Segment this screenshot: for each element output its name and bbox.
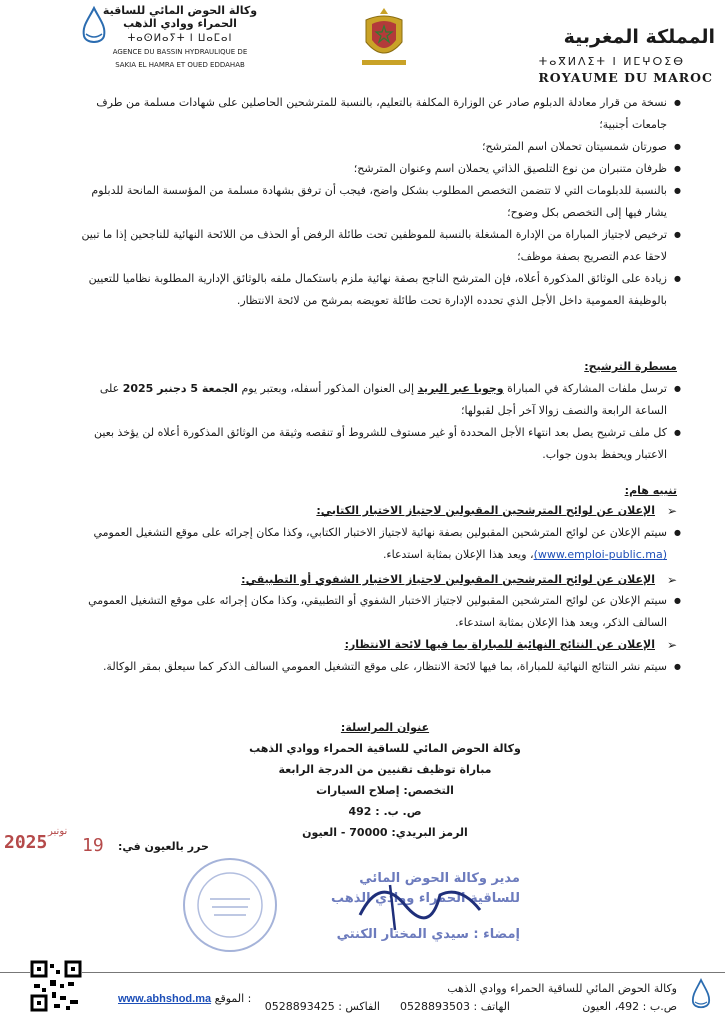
procedure-title: مسطرة الترشيح: [584,360,677,373]
notice-heading-results: ➢ الإعلان عن النتائج النهائية للمباراة بما فيها لائحة الانتظار: [55,634,655,656]
agency-name-tifinagh: ⵜⴰⵙⵍⴰⵢⵜ ⵏ ⵡⴰⵎⴰⵏ [127,33,233,44]
agency-name-french-1: AGENCE DU BASSIN HYDRAULIQUE DE [112,48,248,56]
footer-website [118,992,251,1005]
notice-text-results: ● سيتم نشر النتائج النهائية للمباراة، بما فيها لائحة الانتظار، على موقع التشغيل العمومي السالف الذكر كما سيعلق بمقر الوكالة. [67,656,667,678]
signature-title-2: للساقية الحمراء ووادي الذهب [330,891,520,906]
footer-divider [0,972,725,973]
notice-written-a: سيتم الإعلان عن لوائح المترشحين المقبولين بصفة نهائية لاجتياز الاختبار الكتابي، وكذا مكان إجرائه على موقع التشغيل العمومي [93,526,667,539]
footer-po-box: ص.ب : 492، العيون [582,1000,677,1013]
notice-written-b: ، ويعد هذا الإعلان بمثابة استدعاء. [382,548,534,561]
agency-name-french-2: SAKIA EL HAMRA ET OUED EDDAHAB [115,61,245,69]
document-item-3: ● ظرفان متنبران من نوع التلصيق الذاتي يحملان اسم وعنوان المترشح؛ [67,158,667,180]
notice-heading-oral: ➢ الإعلان عن لوائح المترشحين المقبولين لاجتياز الاختبار الشفوي أو التطبيقي: [55,569,655,591]
address-competition: مباراة توظيف تقنيين من الدرجة الرابعة [278,763,492,776]
document-item-5: ● ترخيص لاجتياز المباراة من الإدارة المشغلة بالنسبة للموظفين تحت طائلة الرفض أو الحذف من اللائحة النهائية للناجحين إذا ما تبين لاحقا عدم التصريح بصفة موظف؛ [67,224,667,268]
date-year: 2025 [4,832,48,853]
footer-agency-logo-icon [687,978,715,1014]
date-day: 19 [82,835,104,856]
website-label: الموقع : [214,992,252,1005]
procedure-item-2: ● كل ملف ترشيح يصل بعد انتهاء الأجل المحددة أو غير مستوف للشروط أو تنقصه وثيقة من الوثائق المذكورة أعلاه لن يؤخذ بعين الاعتبار ويحفظ بدون جواب. [67,422,667,466]
agency-name-arabic: وكالة الحوض المائي للساقية الحمراء ووادي الذهب [102,4,258,30]
notice-text-oral: ● سيتم الإعلان عن لوائح المترشحين المقبولين لاجتياز الاختبار الشفوي أو التطبيقي، وكذا مكان إجرائه على موقع التشغيل العمومي السالف الذكر، ويعد هذا الإعلان بمثابة استدعاء. [67,590,667,634]
official-seal-icon [180,855,280,955]
kingdom-name-french: ROYAUME DU MAROC [538,70,713,85]
website-link[interactable]: www.abhshod.ma [118,993,212,1005]
procedure-text-e: على الساعة الرابعة والنصف زوالا آخر أجل لقبولها؛ [99,382,667,417]
date-month: نونبر [48,826,68,837]
emploi-public-link[interactable]: (www.emploi-public.ma) [533,548,667,561]
document-item-6: ● زيادة على الوثائق المذكورة أعلاه، فإن المترشح الناجح بصفة نهائية ملزم باستكمال ملفه بالوثائق الإدارية المطلوبة نظاميا للتعيين بالوظيفة العمومية داخل الأجل الذي تحدده الإدارة تحت طائلة تعويضه بمرشح من لائحة الانتظار. [67,268,667,312]
address-title: عنوان المراسلة: [340,721,430,734]
footer-fax: الفاكس : 0528893425 [264,1000,380,1013]
address-postal-code: الرمز البريدي: 70000 - العيون [302,826,468,839]
footer-agency-name: وكالة الحوض المائي للساقية الحمراء ووادي الذهب [447,982,677,995]
agency-header [95,4,265,70]
document-item-4: ● بالنسبة للدبلومات التي لا تتضمن التخصص المطلوب بشكل واضح، فيجب أن ترفق بشهادة مسلمة من المؤسسة المانحة للدبلوم يشار فيها إلى التخصص بكل وضوح؛ [67,180,667,224]
mailing-address [220,717,550,843]
coat-of-arms-icon [358,6,410,68]
signature-name: إمضاء : سيدي المختار الكنتي [336,927,520,942]
written-at-label: حرر بالعيون في: [118,840,209,853]
address-agency: وكالة الحوض المائي للساقية الحمراء ووادي الذهب [249,742,521,755]
notice-title: تنبيه هام: [624,484,677,497]
notice-text-written [67,522,667,566]
document-item-1: ● نسخة من قرار معادلة الدبلوم صادر عن الوزارة المكلفة بالتعليم، بالنسبة للمترشحين الحاصلين على شهادات مسلمة من طرف جامعات أجنبية؛ [67,92,667,136]
qr-code-icon [30,960,82,1012]
procedure-mail-emphasis: وجوبا عبر البريد [417,382,504,395]
signature-block [290,865,530,955]
signature-title-1: مدير وكالة الحوض المائي [359,871,520,886]
procedure-deadline: الجمعة 5 دجنبر 2025 [122,382,238,395]
kingdom-name-tifinagh: ⵜⴰⴳⵍⴷⵉⵜ ⵏ ⵍⵎⵖⵔⵉⴱ [538,55,685,68]
document-item-2: ● صورتان شمسيتان تحملان اسم المترشح؛ [67,136,667,158]
address-specialty: التخصص: إصلاح السيارات [316,784,454,797]
procedure-text-c: إلى العنوان المذكور أسفله، وبعتبر يوم [237,382,418,395]
procedure-item-1 [67,378,667,422]
kingdom-name-arabic: المملكة المغربية [563,26,715,48]
agency-logo-icon [72,4,116,54]
procedure-text-a: ترسل ملفات المشاركة في المباراة [503,382,667,395]
footer-phone: الهاتف : 0528893503 [400,1000,510,1013]
handwritten-signature-icon [350,865,490,935]
address-po-box: ص. ب. : 492 [348,805,422,818]
notice-heading-written: ➢ الإعلان عن لوائح المترشحين المقبولين لاجتياز الاختبار الكتابي: [55,500,655,522]
